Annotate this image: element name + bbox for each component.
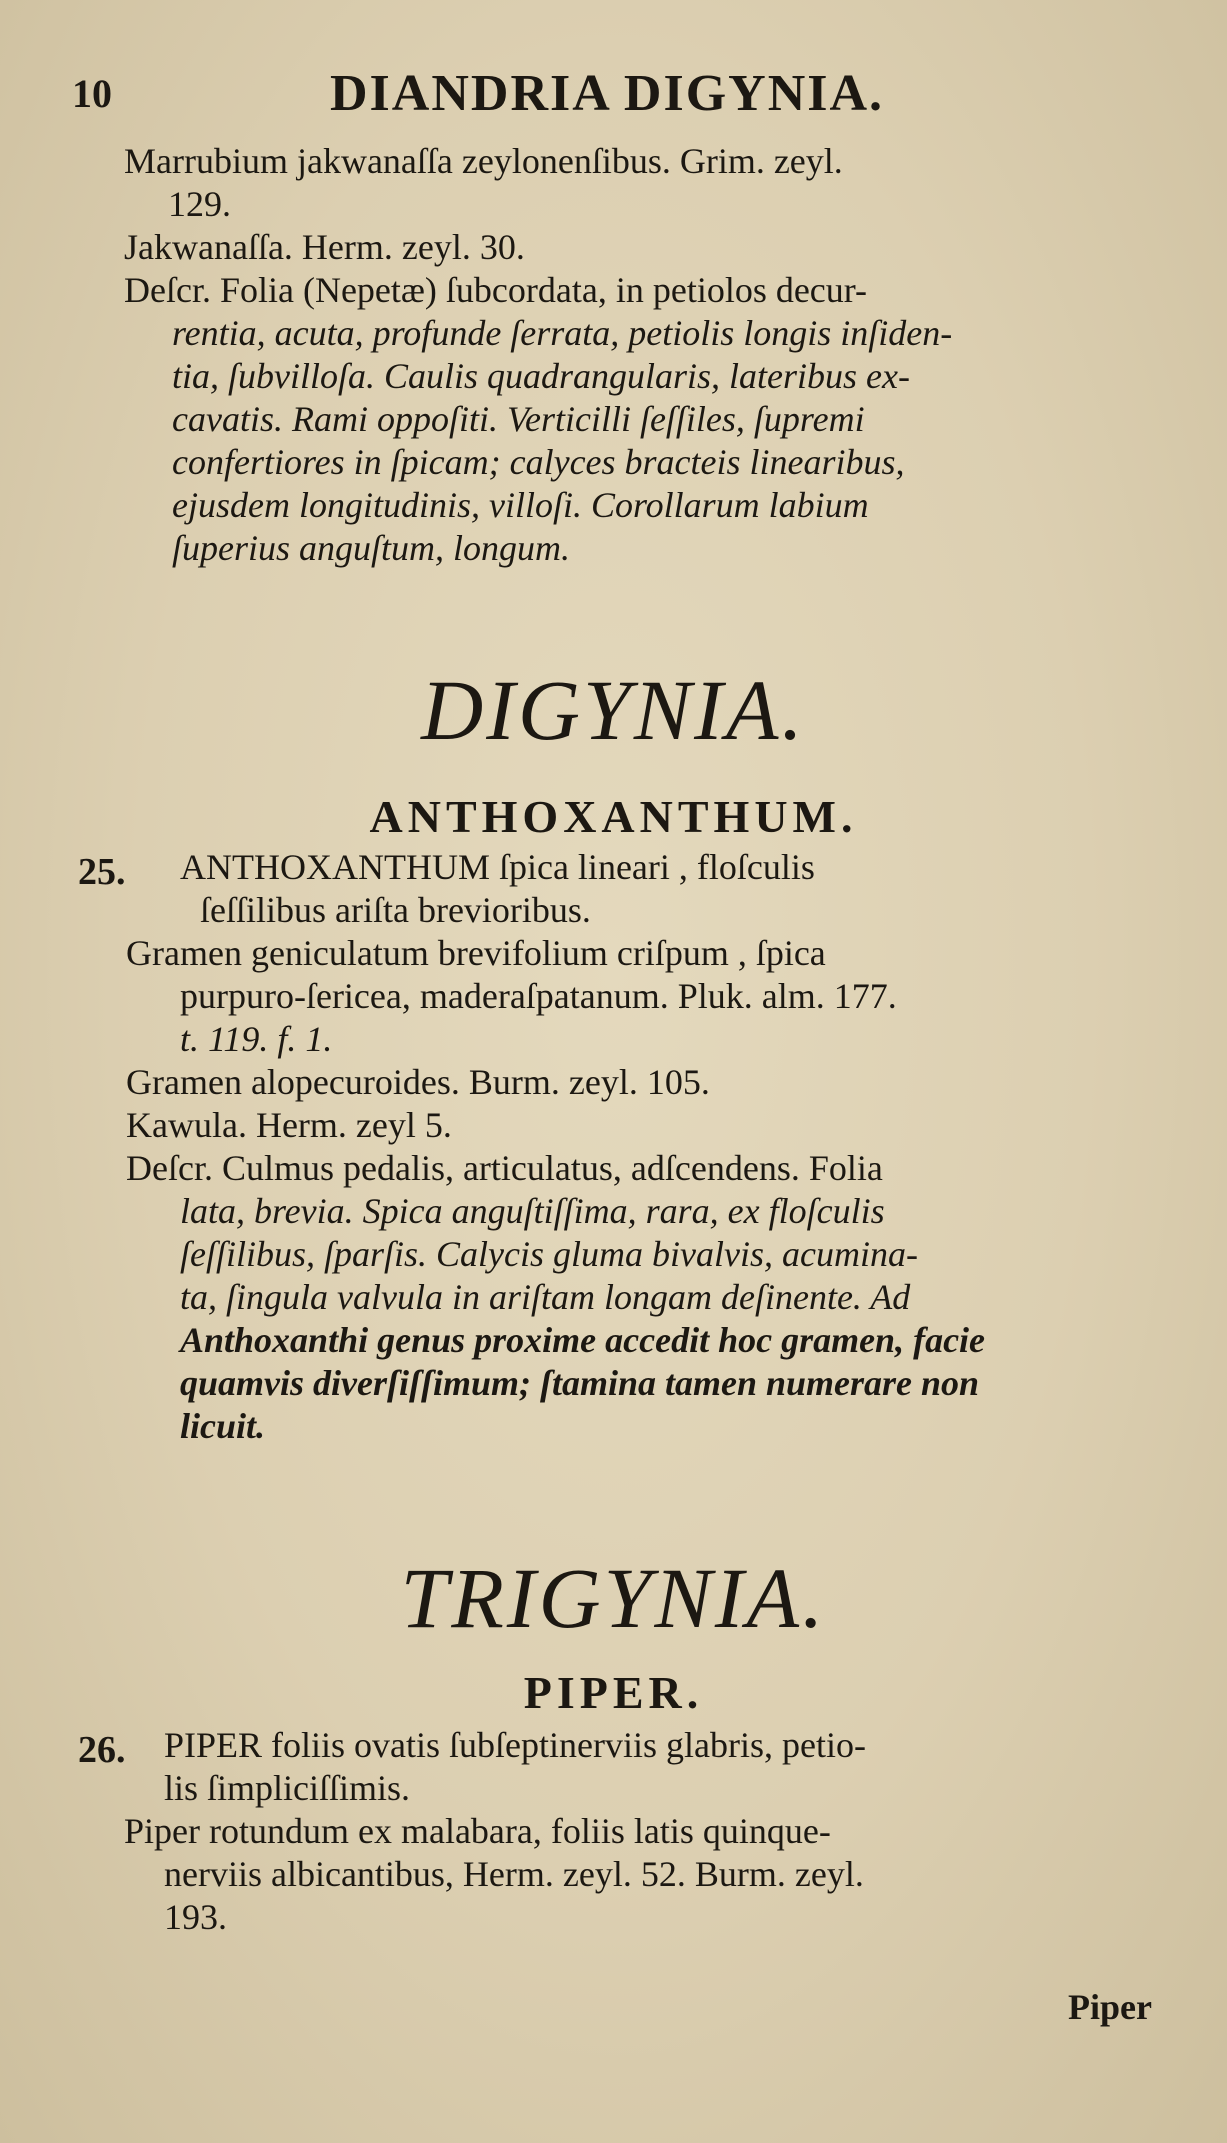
text-line: rentia, acuta, profunde ſerrata, petiolis longis inſiden- <box>172 313 953 353</box>
running-title: DIANDRIA DIGYNIA. <box>330 65 885 122</box>
text-line: lata, brevia. Spica anguſtiſſima, rara, ex floſculis <box>180 1191 885 1231</box>
entry-number: 26. <box>78 1729 126 1771</box>
text-line: licuit. <box>180 1406 266 1446</box>
section-title-trigynia: TRIGYNIA. <box>400 1550 827 1646</box>
text-line: ta, ſingula valvula in ariſtam longam deſinente. Ad <box>180 1277 911 1317</box>
text-line: nerviis albicantibus, Herm. zeyl. 52. Burm. zeyl. <box>164 1854 864 1894</box>
text-line: lis ſimpliciſſimis. <box>164 1768 411 1808</box>
text-line: cavatis. Rami oppoſiti. Verticilli ſeſſiles, ſupremi <box>172 399 865 439</box>
section-title-digynia: DIGYNIA. <box>421 662 806 758</box>
text-line: 129. <box>168 184 231 224</box>
text-line: PIPER foliis ovatis ſubſeptinerviis glabris, petio- <box>164 1725 866 1765</box>
text-line: tia, ſubvilloſa. Caulis quadrangularis, lateribus ex- <box>172 356 910 396</box>
text-line: Anthoxanthi genus proxime accedit hoc gramen, facie <box>180 1320 986 1360</box>
text-line: Gramen alopecuroides. Burm. zeyl. 105. <box>126 1062 710 1102</box>
text-line: confertiores in ſpicam; calyces bracteis linearibus, <box>172 442 905 482</box>
text-line: t. 119. f. 1. <box>180 1019 333 1059</box>
entry-piper <box>124 1724 1160 1939</box>
text-line: ſeſſilibus, ſparſis. Calycis gluma bivalvis, acumina- <box>180 1234 918 1274</box>
genus-heading-anthoxanthum: ANTHOXANTHUM. <box>369 791 858 842</box>
text-line: ſeſſilibus ariſta brevioribus. <box>200 890 591 930</box>
text-line: purpuro-ſericea, maderaſpatanum. Pluk. alm. 177. <box>180 976 897 1016</box>
text-line: quamvis diverſiſſimum; ſtamina tamen numerare non <box>180 1363 980 1403</box>
text-line: Jakwanaſſa. Herm. zeyl. 30. <box>124 227 525 267</box>
text-line: Kawula. Herm. zeyl 5. <box>126 1105 452 1145</box>
text-line: Deſcr. Folia (Nepetæ) ſubcordata, in petiolos decur- <box>124 270 868 310</box>
catchword: Piper <box>1068 1987 1152 2027</box>
entry-anthoxanthum <box>126 846 1160 1448</box>
genus-heading-piper: PIPER. <box>523 1667 704 1718</box>
text-line: Marrubium jakwanaſſa zeylonenſibus. Grim. zeyl. <box>124 141 843 181</box>
text-line: Gramen geniculatum brevifolium criſpum , ſpica <box>126 933 826 973</box>
text-line: ejusdem longitudinis, villoſi. Corollarum labium <box>172 485 869 525</box>
text-line: Piper rotundum ex malabara, foliis latis quinque- <box>124 1811 831 1851</box>
text-line: 193. <box>164 1897 227 1937</box>
text-line: ANTHOXANTHUM ſpica lineari , floſculis <box>180 847 815 887</box>
entry-marrubium <box>124 140 1154 570</box>
text-line: Deſcr. Culmus pedalis, articulatus, adſcendens. Folia <box>126 1148 883 1188</box>
page-number: 10 <box>72 71 112 116</box>
entry-number: 25. <box>78 851 126 893</box>
text-line: ſuperius anguſtum, longum. <box>172 528 571 568</box>
